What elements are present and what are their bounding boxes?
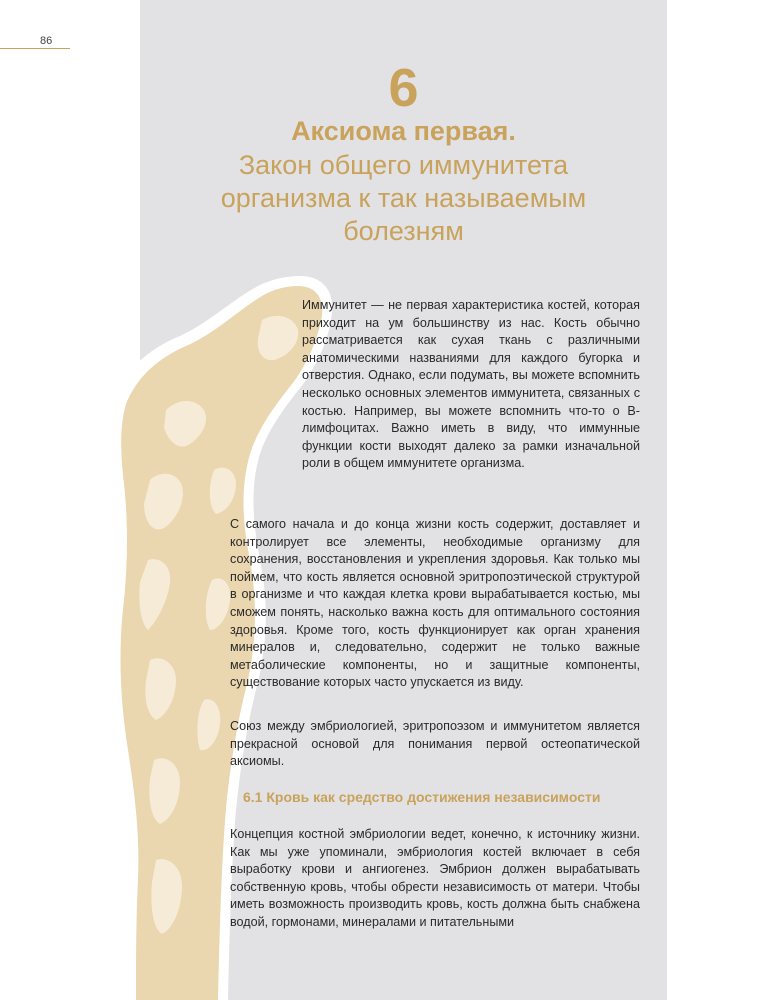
section-heading: 6.1 Кровь как средство достижения независимости [243, 789, 601, 805]
chapter-title-line-1: Закон общего иммунитета [238, 150, 569, 180]
section-paragraph: Концепция костной эмбриологии ведет, конечно, к источнику жизни. Как мы уже упоминали, эмбриология костей включает в себя выработку крови и ангиогенез. Эмбрион должен вырабатывать собственную кровь, чтобы обрести независимость от матери. Чтобы иметь возможность производить кровь, кость должна быть снабжена водой, гормонами, минералами и питательными [230, 827, 640, 929]
paragraph-3: Союз между эмбриологией, эритропоэзом и иммунитетом является прекрасной основой для понимания первой остеопатической аксиомы. [230, 719, 640, 769]
paragraph-2: С самого начала и до конца жизни кость содержит, доставляет и контролирует все элементы, необходимые организму для сохранения, восстановления и укрепления здоровья. Как только мы поймем, что кость является основной эритропоэтической структурой в организме и что каждая клетка крови вырабатывается костью, мы сможем понять, насколько важна кость для оптимального состояния здоровья. Кроме того, кость функционирует как орган хранения минералов и, следовательно, содержит не только важные метаболические компоненты, но и защитные компоненты, существование которых часто упускается из виду. [230, 517, 640, 690]
paragraph-1: Иммунитет — не первая характеристика костей, которая приходит на ум большинству из нас. Кость обычно рассматривается как сухая ткань с различными анатомическими названиями для каждого бугорка и отверстия. Однако, если подумать, вы можете вспомнить несколько основных элементов иммунитета, связанных с костью. Например, вы можете вспомнить что-то о B-лимфоцитах. Важно иметь в виду, что иммунные функции кости выходят далеко за рамки изначальной роли в общем иммунитете организма. [302, 298, 640, 471]
page-number: 86 [40, 35, 53, 47]
chapter-number: 6 [388, 58, 419, 118]
chapter-title-line-3: болезням [343, 216, 464, 246]
chapter-title-line-2: организма к так называемым [220, 183, 587, 213]
chapter-title-bold: Аксиома первая. [291, 116, 516, 146]
